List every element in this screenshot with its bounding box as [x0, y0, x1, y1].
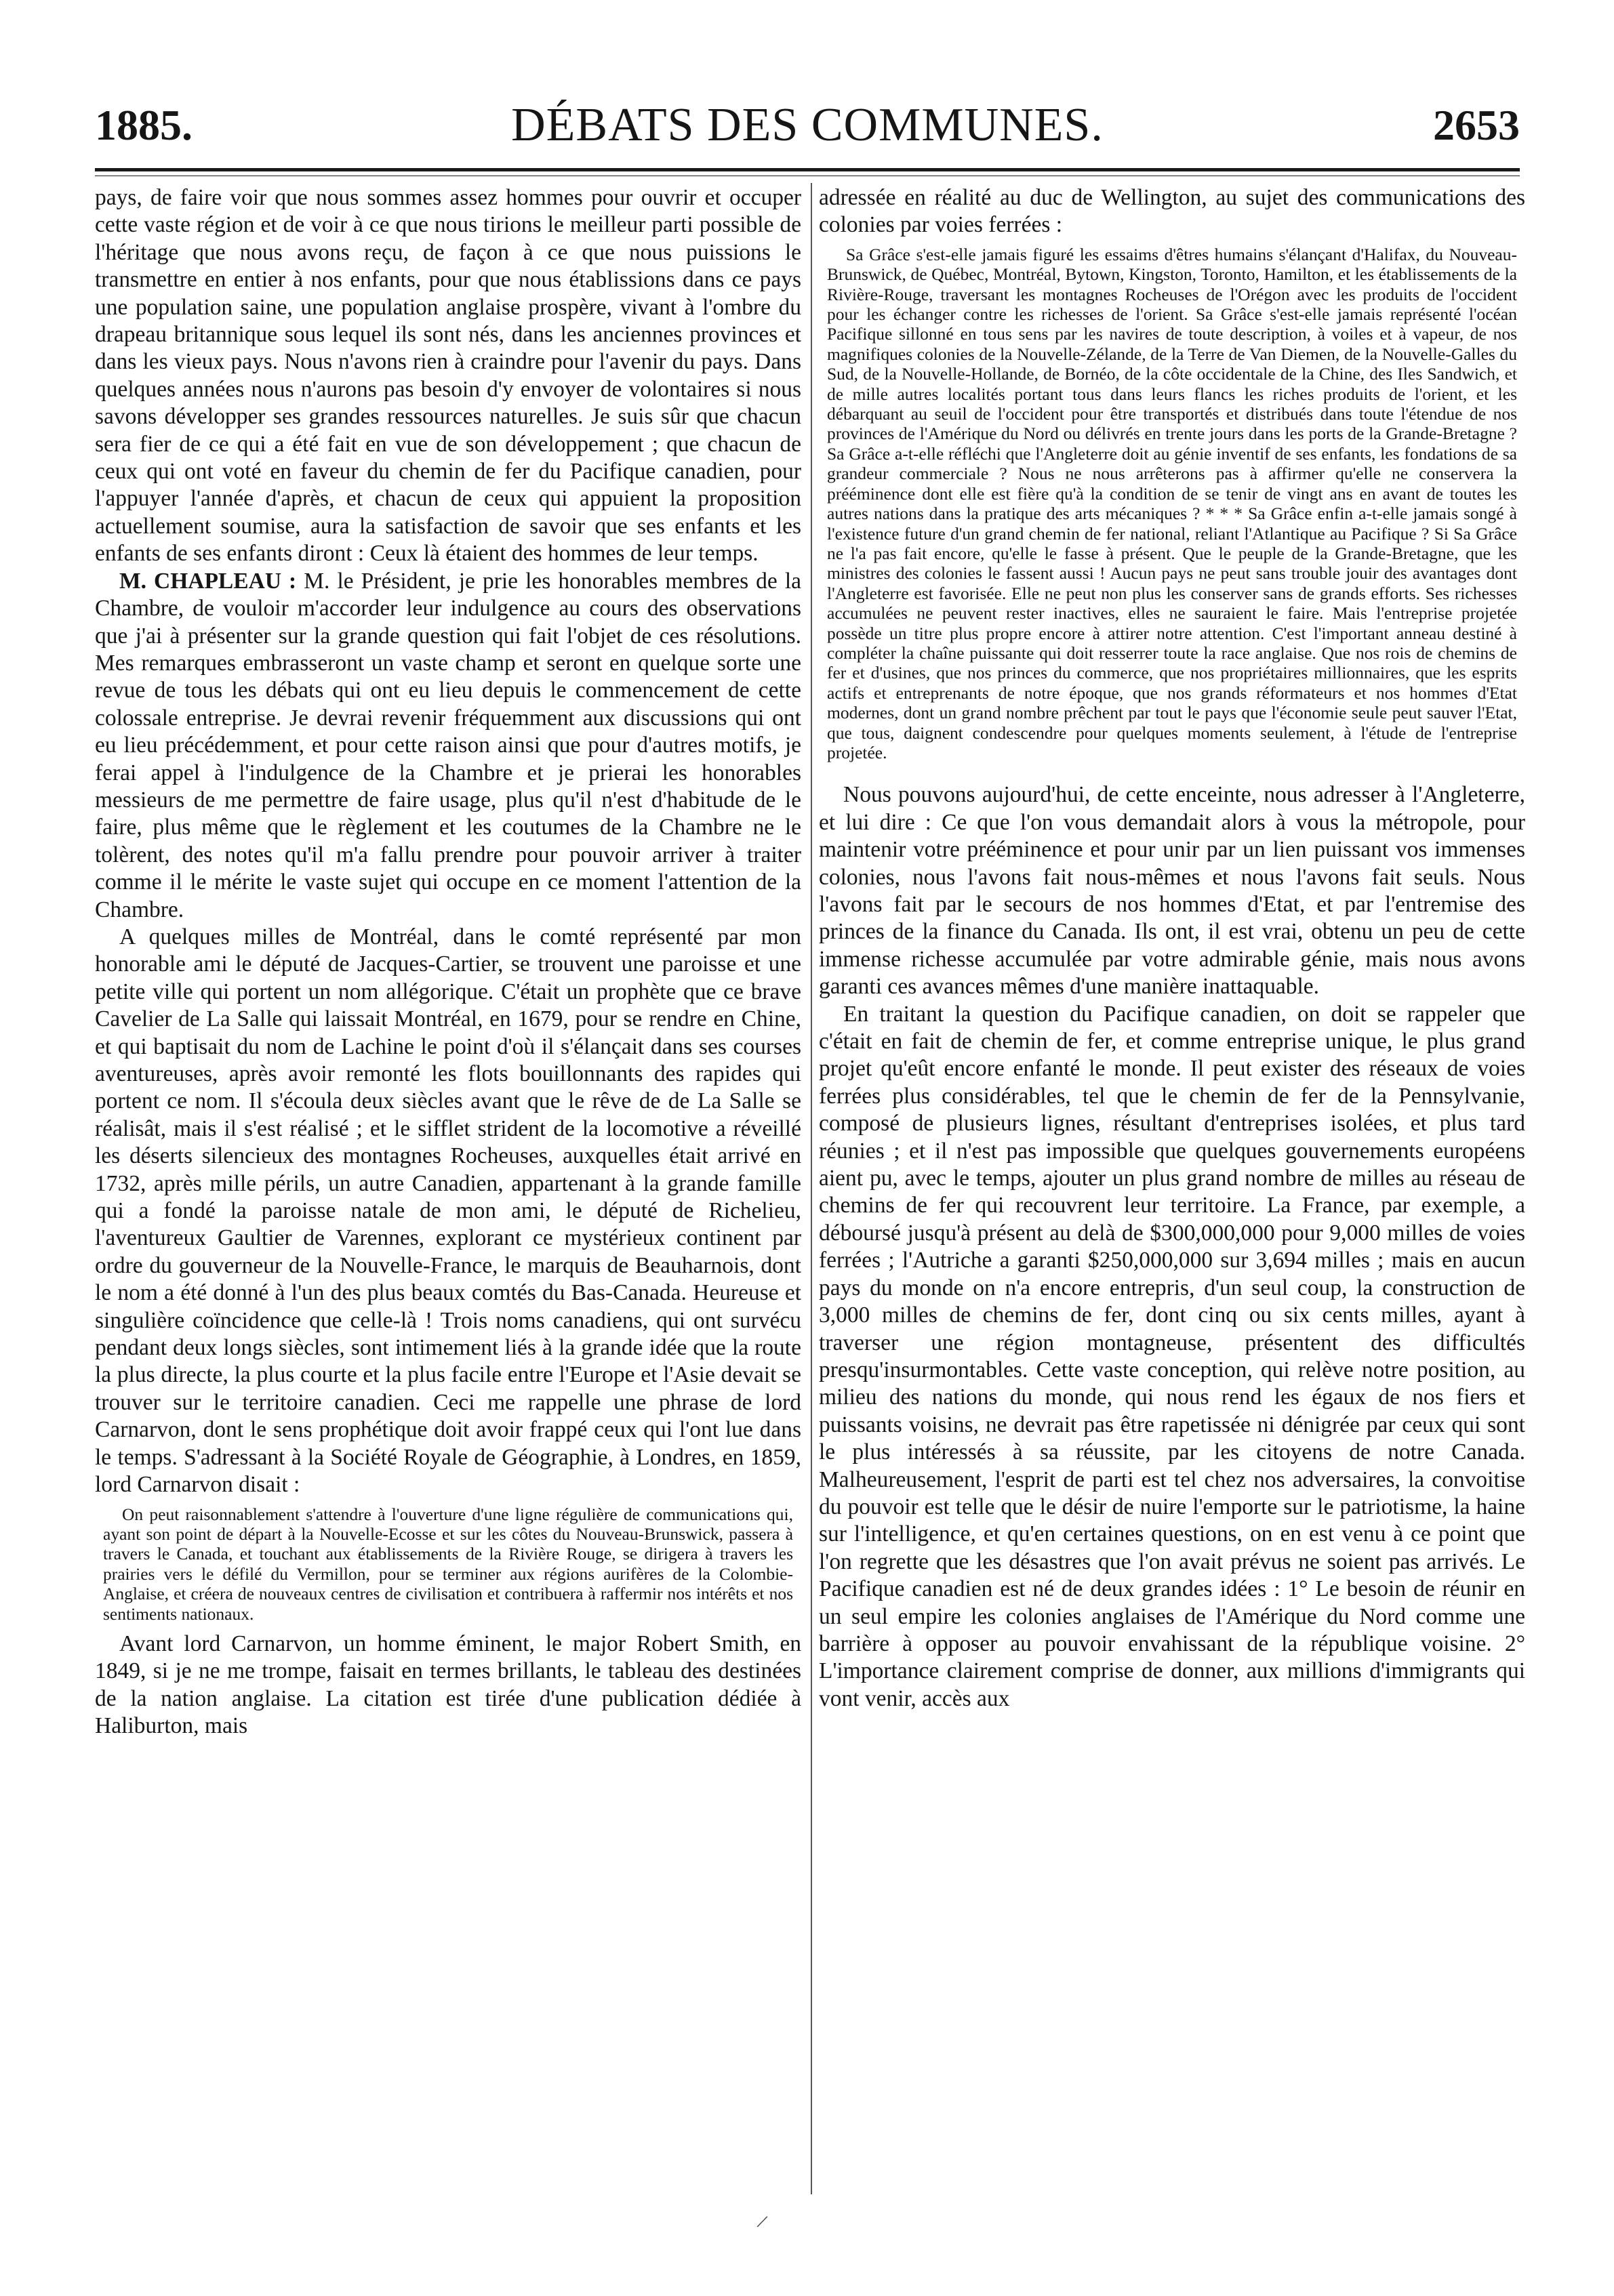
left-column [95, 184, 801, 2200]
page-header [95, 95, 1520, 156]
right-paragraph-2: Nous pouvons aujourd'hui, de cette enceinte, nous adresser à l'Angleterre, et lui dire : Ce que l'on vous demandait alors à vous la métropole, pour maintenir votre prééminence et pour unir par un lien puissant vos immenses colonies, nous l'avons fait nous-mêmes et nous l'avons fait seuls. Nous l'avons fait par le secours de nos hommes d'Etat, et par l'entremise des princes de la finance du Canada. Ils ont, il est vrai, obtenu un peu de cette immense richesse accumulée par votre admirable génie, mais nous avons garanti ces avances mêmes d'une manière inattaquable. [819, 782, 1525, 1000]
right-paragraph-3: En traitant la question du Pacifique canadien, on doit se rappeler que c'était en fait de chemin de fer, et comme entreprise unique, le plus grand projet qu'eût encore enfanté le monde. Il peut exister des réseaux de voies ferrées plus considérables, tel que le chemin de fer de la Pennsylvanie, composé de plusieurs lignes, résultant d'entreprises isolées, et plus tard réunies ; et il n'est pas impossible que quelques gouvernements européens aient pu, avec le temps, ajouter un plus grand nombre de milles au réseau de chemins de fer qui recouvrent leur territoire. La France, par exemple, a déboursé jusqu'à présent au delà de $300,000,000 pour 9,000 milles de voies ferrées ; l'Autriche a garanti $250,000,000 sur 3,694 milles ; mais en aucun pays du monde on n'a encore entrepris, d'un seul coup, la construction de 3,000 milles de chemins de fer, dont cinq ou six cents milles, ayant à traverser une région montagneuse, présentent des difficultés presqu'insurmontables. Cette vaste conception, qui relève notre position, au milieu des nations du monde, qui nous rend les égaux de nos fiers et puissants voisins, ne devrait pas être rapetissée ni dénigrée par ceux qui sont le plus intéressés à sa réussite, par les citoyens de notre Canada. Malheureusement, l'esprit de parti est tel chez nos adversaires, la convoitise du pouvoir est telle que le désir de nuire l'emporte sur le patriotisme, la haine sur l'intelligence, et qu'en certaines questions, on en est venu à ce point que l'on regrette que les désastres que l'on avait prévus ne soient pas arrivés. Le Pacifique canadien est né de deux grandes idées : 1° Le besoin de réunir en un seul empire les colonies anglaises de l'Amérique du Nord comme une barrière à opposer au pouvoir envahissant de la république voisine. 2° L'importance clairement comprise de donner, aux millions d'immigrants qui vont venir, accès aux [819, 1001, 1525, 1711]
header-page-number: 2653 [1433, 101, 1520, 149]
carnarvon-quote: On peut raisonnablement s'attendre à l'ouverture d'une ligne régulière de communications qui, ayant son point de départ à la Nouvelle-Ecosse et sur les côtes du Nouveau-Brunswick, passera à travers le Canada, et touchant aux établissements de la Rivière Rouge, se dirigera à travers les prairies vers le défilé du Vermillon, pour se terminer aux régions aurifères de la Colombie-Anglaise, et créera de nouveaux centres de civilisation et contribuera à raffermir nos intérêts et nos sentiments nationaux. [103, 1504, 793, 1624]
header-year: 1885. [95, 101, 193, 149]
stray-mark: / [754, 2210, 770, 2234]
right-paragraph-1: adressée en réalité au duc de Wellington, au sujet des communications des colonies par voies ferrées : [819, 185, 1525, 238]
header-title: DÉBATS DES COMMUNES. [511, 99, 1104, 151]
spacer [819, 769, 1525, 781]
right-column [819, 184, 1525, 2200]
left-paragraph-4: Avant lord Carnarvon, un homme éminent, le major Robert Smith, en 1849, si je ne me trompe, faisait en termes brillants, le tableau des destinées de la nation anglaise. La citation est tirée d'une publication dédiée à Haliburton, mais [95, 1631, 801, 1739]
wellington-quote: Sa Grâce s'est-elle jamais figuré les essaims d'êtres humains s'élançant d'Halifax, du Nouveau-Brunswick, de Québec, Montréal, Bytown, Kingston, Toronto, Hamilton, et les établissements de la Rivière-Rouge, traversant les montagnes Rocheuses de l'Orégon avec les produits de l'occident pour les échanger contre les richesses de l'orient. Sa Grâce s'est-elle jamais représenté l'océan Pacifique sillonné en tous sens par les navires de toute description, à voiles et à vapeur, de nos magnifiques colonies de la Nouvelle-Zélande, de la Terre de Van Diemen, de la Nouvelle-Galles du Sud, de la Nouvelle-Hollande, de Bornéo, de la côte occidentale de la Chine, des Iles Sandwich, et de mille autres localités portant tous dans leurs flancs les riches produits de l'orient, et les débarquant au seuil de l'occident pour être transportés et distribués dans toute l'étendue de nos provinces de l'Amérique du Nord ou délivrés en trente jours dans les ports de la Grande-Bretagne ? Sa Grâce a-t-elle réfléchi que l'Angleterre doit au génie inventif de ses enfants, les fondations de sa grandeur commerciale ? Nous ne nous arrêterons pas à affirmer qu'elle ne conservera la prééminence dont elle est fière qu'à la condition de se tenir de vingt ans en avant de toutes les autres nations dans la pratique des arts mécaniques ? * * * Sa Grâce enfin a-t-elle jamais songé à l'existence future d'un grand chemin de fer national, reliant l'Atlantique au Pacifique ? Si Sa Grâce ne l'a pas fait encore, qu'elle le fasse à présent. Que le peuple de la Grande-Bretagne, que les ministres des colonies le fassent aussi ! Aucun pays ne peut sans trouble jouir des avantages dont l'Angleterre est favorisée. Elle ne peut non plus les conserver sans de grands efforts. Ses richesses accumulées ne peuvent rester inactives, elles ne sauraient le faire. Mais l'entreprise projetée possède un titre plus propre encore à attirer notre attention. C'est l'important anneau destiné à compléter la chaîne puissante qui doit resserrer toute la race anglaise. Que nos rois de chemins de fer et d'usines, que nos princes du commerce, que nos propriétaires millionnaires, que les esprits actifs et entreprenants de notre époque, que nos grands réformateurs et nos hommes d'Etat modernes, dont un grand nombre prêchent par tout le pays que l'économie seule peut sauver l'Etat, que tous, daignent condescendre pour quelques moments seulement, à l'étude de l'entreprise projetée. [827, 244, 1517, 762]
speaker-name: M. CHAPLEAU : [119, 568, 297, 594]
left-paragraph-3: A quelques milles de Montréal, dans le comté représenté par mon honorable ami le député de Jacques-Cartier, se trouvent une paroisse et une petite ville qui portent un nom allégorique. C'était un prophète que ce brave Cavelier de La Salle qui laissait Montréal, en 1679, pour se rendre en Chine, et qui baptisait du nom de Lachine le point d'où il s'élançait dans ses courses aventureuses, après avoir remonté les flots bouillonnants des rapides qui portent ce nom. Il s'écoula deux siècles avant que le rêve de de La Salle se réalisât, mais il s'est réalisé ; et le sifflet strident de la locomotive a réveillé les déserts silencieux des montagnes Rocheuses, auxquelles était arrivé en 1732, après mille périls, un autre Canadien, appartenant à la grande famille qui a fondé la paroisse natale de mon ami, le député de Richelieu, l'aventureux Gaultier de Varennes, explorant ce mystérieux continent par ordre du gouverneur de la Nouvelle-France, le marquis de Beauharnois, dont le nom a été donné à l'un des plus beaux comtés du Bas-Canada. Heureuse et singulière coïncidence que celle-là ! Trois noms canadiens, qui ont survécu pendant deux longs siècles, sont intimement liés à la grande idée que la route la plus directe, la plus courte et la plus facile entre l'Europe et l'Asie devait se trouver sur le territoire canadien. Ceci me rappelle une phrase de lord Carnarvon, dont le sens prophétique doit avoir frappé ceux qui l'ont lue dans le temps. S'adressant à la Société Royale de Géographie, à Londres, en 1859, lord Carnarvon disait : [95, 924, 801, 1498]
header-rule-thick [95, 168, 1520, 171]
column-divider [811, 183, 812, 2194]
chapleau-speech: M. le Président, je prie les honorables membres de la Chambre, de vouloir m'accorder leur indulgence au cours des observations que j'ai à présenter sur la grande question qui fait l'objet de ces résolutions. Mes remarques embrasseront un vaste champ et seront en quelque sorte une revue de tous les débats qui ont eu lieu depuis le commencement de cette colossale entreprise. Je devrai revenir fréquemment aux discussions qui ont eu lieu précédemment, et pour cette raison ainsi que pour d'autres motifs, je ferai appel à l'indulgence de la Chambre et je prierai les honorables messieurs de me permettre de faire usage, plus qu'il n'est d'habitude de le faire, plus même que le règlement et les coutumes de la Chambre ne le tolèrent, des notes qu'il m'a fallu prendre pour pouvoir arriver à traiter comme il le mérite le vaste sujet qui occupe en ce moment l'attention de la Chambre. [95, 568, 801, 922]
left-paragraph-1: pays, de faire voir que nous sommes assez hommes pour ouvrir et occuper cette vaste région et de voir à ce que nous tirions le meilleur parti possible de l'héritage que nous avons reçu, de façon à ce que nous puissions le transmettre en entier à nos enfants, pour que nous établissions dans ce pays une population saine, une population anglaise prospère, vivant à l'ombre du drapeau britannique sous lequel ils sont nés, dans les anciennes provinces et dans les vieux pays. Nous n'avons rien à craindre pour l'avenir du pays. Dans quelques années nous n'aurons pas besoin d'y envoyer de volontaires si nous savons développer ses grandes ressources naturelles. Je suis sûr que chacun sera fier de ce qui a été fait en vue de son développement ; que chacun de ceux qui ont voté en faveur du chemin de fer du Pacifique canadien, pour l'appuyer l'année d'après, et chacun de ceux qui appuient la proposition actuellement soumise, aura la satisfaction de savoir que ses enfants et les enfants de ses enfants diront : Ceux là étaient des hommes de leur temps. [95, 185, 801, 567]
chapleau-paragraph [95, 568, 801, 924]
